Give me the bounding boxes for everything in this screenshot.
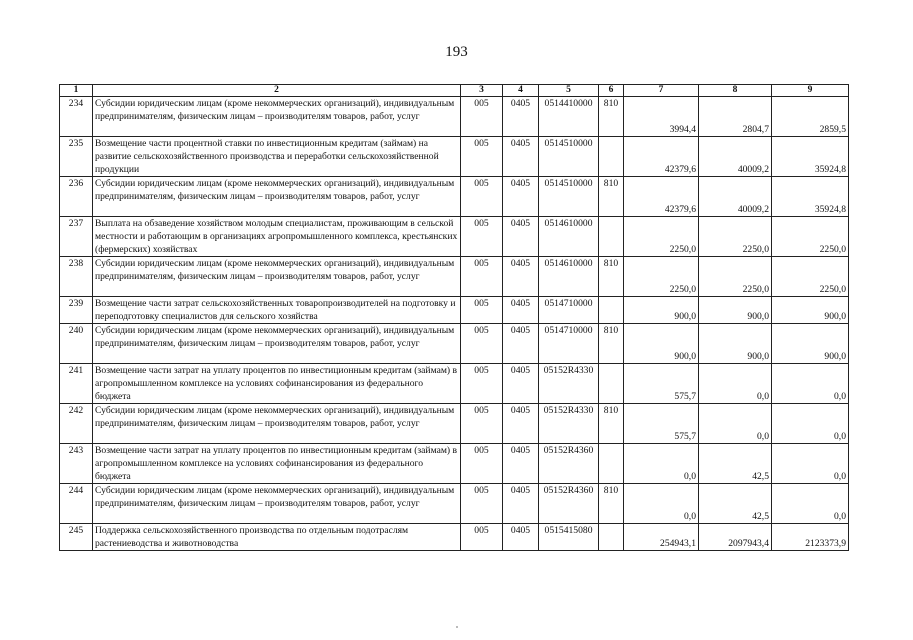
row-amount-3: 0,0 [772,444,849,484]
row-amount-1: 2250,0 [624,217,699,257]
table-row [60,444,849,484]
table-header [60,85,849,97]
row-admin-code: 005 [461,484,503,524]
header-col-1: 1 [60,85,93,97]
row-target-code: 05152R4330 [539,364,599,404]
row-target-code: 0514510000 [539,177,599,217]
row-expense-type: 810 [599,404,624,444]
table-body [60,97,849,551]
row-section-code: 0405 [503,324,539,364]
row-number: 245 [60,524,93,551]
row-amount-3: 900,0 [772,324,849,364]
row-number: 243 [60,444,93,484]
row-target-code: 05152R4330 [539,404,599,444]
row-admin-code: 005 [461,137,503,177]
row-expense-type [599,444,624,484]
row-number: 237 [60,217,93,257]
row-amount-1: 900,0 [624,297,699,324]
row-amount-1: 3994,4 [624,97,699,137]
row-admin-code: 005 [461,217,503,257]
row-amount-2: 40009,2 [699,137,772,177]
row-name: Субсидии юридическим лицам (кроме некоммерческих организаций), индивидуальным предпринимателям, физическим лицам – производителям товаров, работ, услуг [93,484,461,524]
row-amount-1: 575,7 [624,404,699,444]
row-name: Субсидии юридическим лицам (кроме некоммерческих организаций), индивидуальным предпринимателям, физическим лицам – производителям товаров, работ, услуг [93,97,461,137]
row-expense-type [599,297,624,324]
row-name: Возмещение части затрат на уплату процентов по инвестиционным кредитам (займам) в агропромышленном комплексе на условиях софинансирования из федерального бюджета [93,364,461,404]
table-row [60,297,849,324]
row-target-code: 0514510000 [539,137,599,177]
table-row [60,364,849,404]
row-section-code: 0405 [503,217,539,257]
table-row [60,484,849,524]
header-col-9: 9 [772,85,849,97]
row-amount-1: 0,0 [624,484,699,524]
row-expense-type [599,364,624,404]
row-admin-code: 005 [461,324,503,364]
row-amount-3: 2123373,9 [772,524,849,551]
row-number: 234 [60,97,93,137]
row-number: 244 [60,484,93,524]
row-section-code: 0405 [503,404,539,444]
row-amount-1: 0,0 [624,444,699,484]
row-section-code: 0405 [503,137,539,177]
header-col-2: 2 [93,85,461,97]
row-number: 240 [60,324,93,364]
row-name: Возмещение части затрат сельскохозяйственных товаропроизводителей на подготовку и переподготовку специалистов для сельского хозяйства [93,297,461,324]
row-name: Возмещение части процентной ставки по инвестиционным кредитам (займам) на развитие сельскохозяйственного производства и переработки сельскохозяйственной продукции [93,137,461,177]
row-amount-3: 2250,0 [772,257,849,297]
row-target-code: 0514410000 [539,97,599,137]
row-admin-code: 005 [461,297,503,324]
table-row [60,524,849,551]
row-target-code: 0514610000 [539,257,599,297]
row-amount-2: 2250,0 [699,257,772,297]
row-number: 235 [60,137,93,177]
row-expense-type: 810 [599,257,624,297]
row-section-code: 0405 [503,364,539,404]
row-expense-type: 810 [599,97,624,137]
row-amount-3: 35924,8 [772,137,849,177]
table-row [60,404,849,444]
row-amount-3: 0,0 [772,404,849,444]
row-amount-3: 0,0 [772,364,849,404]
row-amount-3: 2859,5 [772,97,849,137]
row-name: Поддержка сельскохозяйственного производства по отдельным подотраслям растениеводства и животноводства [93,524,461,551]
table-row [60,324,849,364]
row-name: Выплата на обзаведение хозяйством молодым специалистам, проживающим в сельской местности и работающим в организациях агропромышленного комплекса, крестьянских (фермерских) хозяйствах [93,217,461,257]
header-row [60,85,849,97]
row-target-code: 05152R4360 [539,484,599,524]
row-amount-2: 900,0 [699,324,772,364]
row-number: 238 [60,257,93,297]
row-section-code: 0405 [503,177,539,217]
row-number: 236 [60,177,93,217]
page-number: 193 [445,44,468,60]
row-amount-1: 42379,6 [624,177,699,217]
header-col-5: 5 [539,85,599,97]
scan-speck [456,626,458,628]
row-amount-1: 254943,1 [624,524,699,551]
row-expense-type: 810 [599,177,624,217]
row-amount-1: 575,7 [624,364,699,404]
row-name: Субсидии юридическим лицам (кроме некоммерческих организаций), индивидуальным предпринимателям, физическим лицам – производителям товаров, работ, услуг [93,404,461,444]
header-col-4: 4 [503,85,539,97]
row-name: Субсидии юридическим лицам (кроме некоммерческих организаций), индивидуальным предпринимателям, физическим лицам – производителям товаров, работ, услуг [93,257,461,297]
row-admin-code: 005 [461,404,503,444]
row-name: Субсидии юридическим лицам (кроме некоммерческих организаций), индивидуальным предпринимателям, физическим лицам – производителям товаров, работ, услуг [93,324,461,364]
row-section-code: 0405 [503,484,539,524]
row-amount-3: 900,0 [772,297,849,324]
row-amount-2: 2804,7 [699,97,772,137]
row-amount-2: 42,5 [699,444,772,484]
row-target-code: 0515415080 [539,524,599,551]
row-amount-2: 40009,2 [699,177,772,217]
row-expense-type [599,524,624,551]
row-amount-2: 42,5 [699,484,772,524]
row-amount-3: 0,0 [772,484,849,524]
table-row [60,137,849,177]
row-amount-2: 2097943,4 [699,524,772,551]
table-row [60,177,849,217]
row-section-code: 0405 [503,257,539,297]
row-expense-type [599,217,624,257]
row-expense-type: 810 [599,484,624,524]
row-amount-2: 0,0 [699,364,772,404]
row-target-code: 05152R4360 [539,444,599,484]
row-target-code: 0514710000 [539,297,599,324]
table-row [60,257,849,297]
header-col-6: 6 [599,85,624,97]
row-admin-code: 005 [461,444,503,484]
header-col-3: 3 [461,85,503,97]
row-amount-2: 2250,0 [699,217,772,257]
row-section-code: 0405 [503,297,539,324]
row-amount-1: 42379,6 [624,137,699,177]
header-col-8: 8 [699,85,772,97]
row-expense-type: 810 [599,324,624,364]
row-target-code: 0514710000 [539,324,599,364]
row-amount-3: 2250,0 [772,217,849,257]
row-number: 241 [60,364,93,404]
row-admin-code: 005 [461,97,503,137]
row-target-code: 0514610000 [539,217,599,257]
table-row [60,217,849,257]
row-amount-1: 2250,0 [624,257,699,297]
row-admin-code: 005 [461,177,503,217]
row-name: Возмещение части затрат на уплату процентов по инвестиционным кредитам (займам) в агропромышленном комплексе на условиях софинансирования из федерального бюджета [93,444,461,484]
row-name: Субсидии юридическим лицам (кроме некоммерческих организаций), индивидуальным предпринимателям, физическим лицам – производителям товаров, работ, услуг [93,177,461,217]
row-amount-3: 35924,8 [772,177,849,217]
header-col-7: 7 [624,85,699,97]
row-admin-code: 005 [461,524,503,551]
row-admin-code: 005 [461,257,503,297]
budget-table [59,84,849,551]
row-section-code: 0405 [503,97,539,137]
row-amount-2: 900,0 [699,297,772,324]
row-number: 242 [60,404,93,444]
row-amount-2: 0,0 [699,404,772,444]
row-amount-1: 900,0 [624,324,699,364]
row-admin-code: 005 [461,364,503,404]
row-number: 239 [60,297,93,324]
table-row [60,97,849,137]
row-expense-type [599,137,624,177]
row-section-code: 0405 [503,524,539,551]
row-section-code: 0405 [503,444,539,484]
